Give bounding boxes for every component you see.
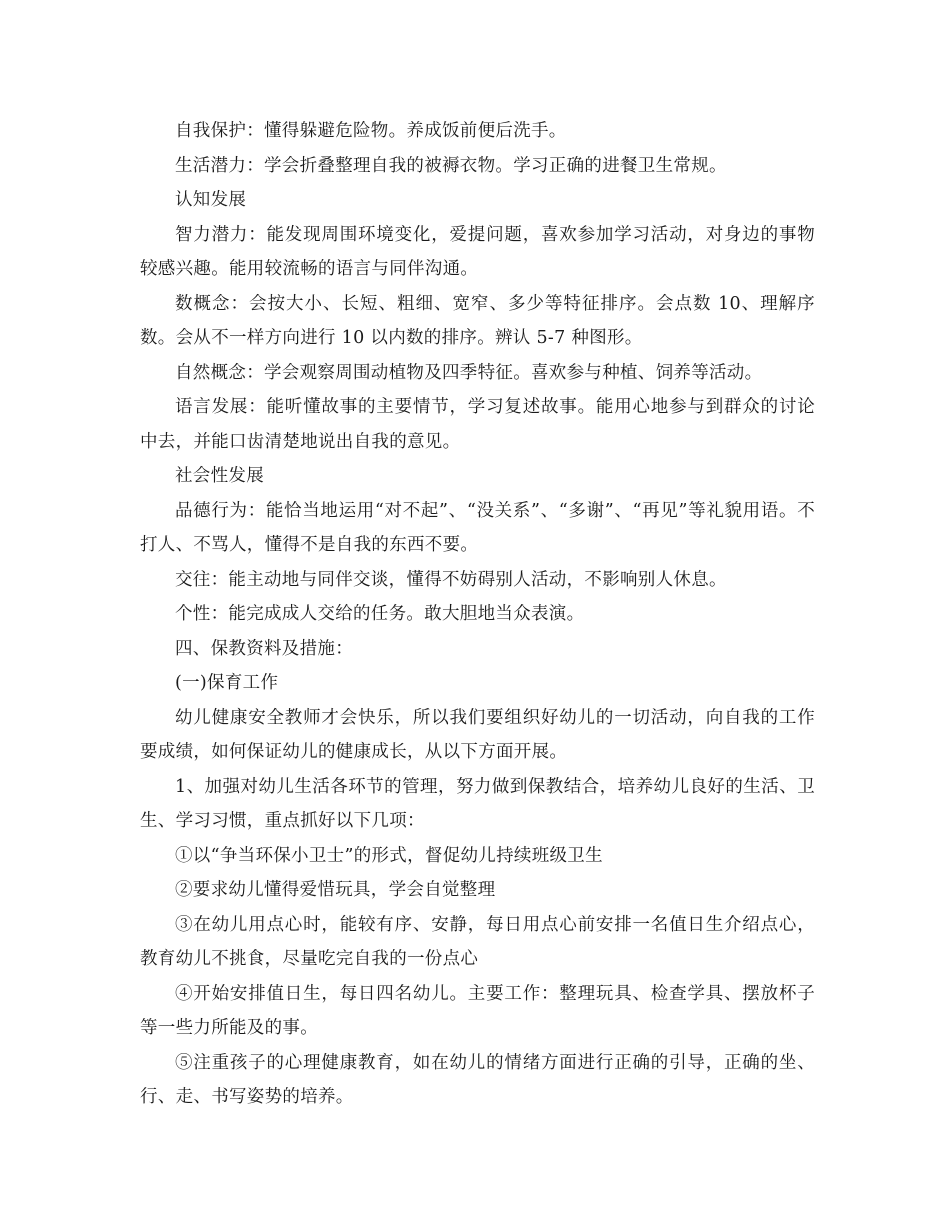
paragraph-self-protection: 自我保护：懂得躲避危险物。养成饭前便后洗手。 (175, 121, 567, 141)
list-item-2: ②要求幼儿懂得爱惜玩具，学会自觉整理 (175, 880, 496, 900)
heading-section-four: 四、保教资料及措施： (175, 638, 353, 659)
paragraph-care-intro: 幼儿健康安全教师才会快乐，所以我们要组织好幼儿的一切活动，向自我的工作要成绩，如何保证幼儿的健康成长，从以下方面开展。 (140, 707, 815, 762)
paragraph-language-development: 语言发展：能听懂故事的主要情节，学习复述故事。能用心地参与到群众的讨论中去，并能口齿清楚地说出自我的意见。 (140, 397, 815, 452)
list-item-5: ⑤注重孩子的心理健康教育，如在幼儿的情绪方面进行正确的引导，正确的坐、行、走、书写姿势的培养。 (140, 1052, 815, 1107)
list-item-3: ③在幼儿用点心时，能较有序、安静，每日用点心前安排一名值日生介绍点心，教育幼儿不挑食，尽量吃完自我的一份点心 (140, 914, 815, 969)
heading-social-development: 社会性发展 (175, 466, 264, 486)
paragraph-communication: 交往：能主动地与同伴交谈，懂得不妨碍别人活动，不影响别人休息。 (175, 569, 727, 590)
paragraph-item-1: 1、加强对幼儿生活各环节的管理，努力做到保教结合，培养幼儿良好的生活、卫生、学习习惯，重点抓好以下几项： (140, 776, 815, 831)
list-item-1: ①以“争当环保小卫士”的形式，督促幼儿持续班级卫生 (175, 845, 603, 866)
paragraph-nature-concept: 自然概念：学会观察周围动植物及四季特征。喜欢参与种植、饲养等活动。 (175, 362, 763, 383)
paragraph-personality: 个性：能完成成人交给的任务。敢大胆地当众表演。 (175, 604, 585, 624)
list-item-4: ④开始安排值日生，每日四名幼儿。主要工作：整理玩具、检查学具、摆放杯子等一些力所能及的事。 (140, 983, 815, 1038)
paragraph-intellectual-ability: 智力潜力：能发现周围环境变化，爱提问题，喜欢参加学习活动，对身边的事物较感兴趣。能用较流畅的语言与同伴沟通。 (140, 224, 815, 279)
document-body (140, 114, 815, 1115)
paragraph-number-concept: 数概念：会按大小、长短、粗细、宽窄、多少等特征排序。会点数 10、理解序数。会从不一样方向进行 10 以内数的排序。辨认 5-7 种图形。 (140, 293, 815, 348)
heading-cognitive-development: 认知发展 (175, 190, 247, 210)
paragraph-moral-behavior: 品德行为：能恰当地运用“对不起”、“没关系”、“多谢”、“再见”等礼貌用语。不打人、不骂人，懂得不是自我的东西不要。 (140, 500, 815, 555)
paragraph-life-ability: 生活潜力：学会折叠整理自我的被褥衣物。学习正确的进餐卫生常规。 (175, 155, 727, 176)
heading-care-work: (一)保育工作 (175, 673, 279, 693)
